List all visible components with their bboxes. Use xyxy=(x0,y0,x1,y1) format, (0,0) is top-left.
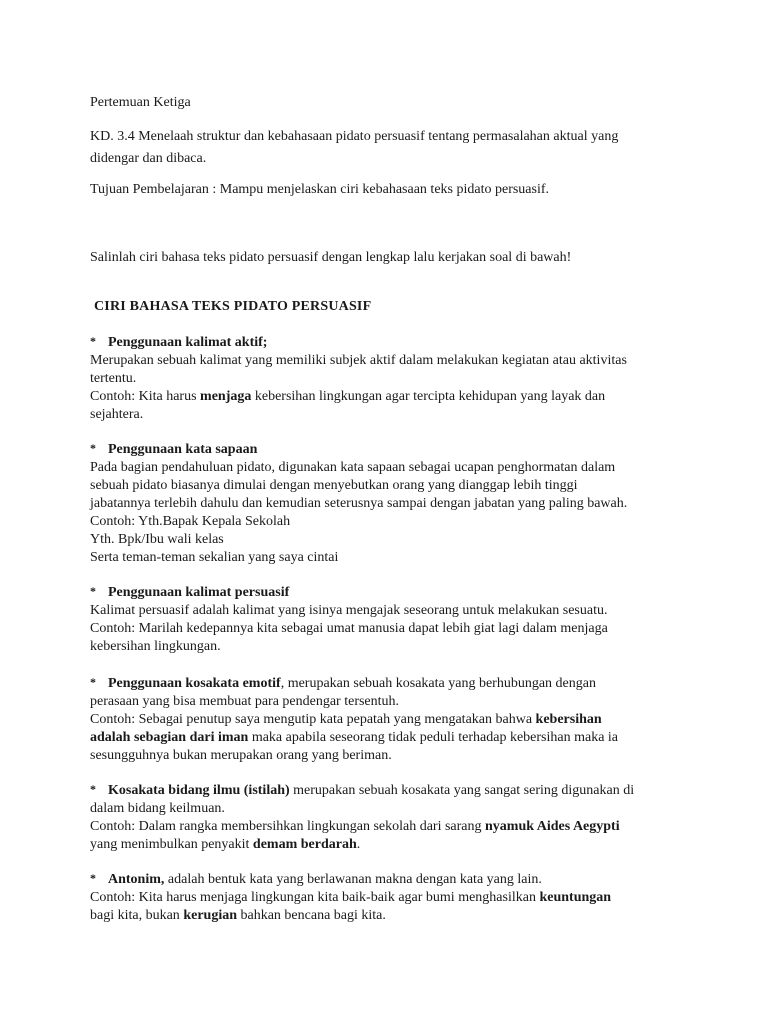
item-1-title: Penggunaan kalimat aktif; xyxy=(108,335,268,350)
item-2-title: Penggunaan kata sapaan xyxy=(108,442,258,457)
bullet-icon: * xyxy=(90,441,96,455)
item-2-example-3: Serta teman-teman sekalian yang saya cintai xyxy=(90,550,339,565)
item-6-title: Antonim, xyxy=(108,872,165,887)
item-4-title: Penggunaan kosakata emotif xyxy=(108,676,281,691)
kd-line-2: didengar dan dibaca. xyxy=(90,151,207,166)
item-2-desc-3: jabatannya terlebih dahulu dan kemudian seterusnya sampai dengan jabatan yang paling bawah. xyxy=(90,496,628,511)
instruction: Salinlah ciri bahasa teks pidato persuasif dengan lengkap lalu kerjakan soal di bawah! xyxy=(90,250,572,265)
item-5-example-1: Contoh: Dalam rangka membersihkan lingkungan sekolah dari sarang nyamuk Aides Aegypti xyxy=(90,819,620,834)
item-3-example-2: kebersihan lingkungan. xyxy=(90,639,221,654)
item-3-desc-1: Kalimat persuasif adalah kalimat yang isinya mengajak seseorang untuk melakukan sesuatu. xyxy=(90,603,608,618)
item-1-desc-1: Merupakan sebuah kalimat yang memiliki subjek aktif dalam melakukan kegiatan atau aktivitas xyxy=(90,353,627,368)
item-2-desc-2: sebuah pidato biasanya dimulai dengan menyebutkan orang yang dianggap lebih tinggi xyxy=(90,478,578,493)
item-4-desc-2: perasaan yang bisa membuat para pendengar tersentuh. xyxy=(90,694,400,709)
item-2-desc-1: Pada bagian pendahuluan pidato, digunakan kata sapaan sebagai ucapan penghormatan dalam xyxy=(90,460,616,475)
bullet-icon: * xyxy=(90,334,96,348)
item-6-title-line: * Antonim, adalah bentuk kata yang berlawanan makna dengan kata yang lain. xyxy=(90,871,542,887)
item-3-title: Penggunaan kalimat persuasif xyxy=(108,585,290,600)
learning-goal: Tujuan Pembelajaran : Mampu menjelaskan ciri kebahasaan teks pidato persuasif. xyxy=(90,182,550,197)
bullet-icon: * xyxy=(90,584,96,598)
item-5-example-2: yang menimbulkan penyakit demam berdarah. xyxy=(90,837,361,852)
item-5-title-line: * Kosakata bidang ilmu (istilah) merupakan sebuah kosakata yang sangat sering digunakan di xyxy=(90,782,635,798)
item-5-title: Kosakata bidang ilmu (istilah) xyxy=(108,783,290,798)
item-4-example-1: Contoh: Sebagai penutup saya mengutip kata pepatah yang mengatakan bahwa kebersihan xyxy=(90,712,602,727)
bullet-icon: * xyxy=(90,675,96,689)
item-4-example-2: adalah sebagian dari iman maka apabila seseorang tidak peduli terhadap kebersihan maka ia xyxy=(90,730,619,745)
bullet-icon: * xyxy=(90,871,96,885)
item-1-desc-2: tertentu. xyxy=(90,371,137,386)
item-3-example-1: Contoh: Marilah kedepannya kita sebagai umat manusia dapat lebih giat lagi dalam menjaga xyxy=(90,621,608,636)
item-3-title-line xyxy=(90,584,289,602)
item-2-example-2: Yth. Bpk/Ibu wali kelas xyxy=(90,532,224,547)
item-4-example-3: sesungguhnya bukan merupakan orang yang beriman. xyxy=(90,748,392,763)
bullet-icon: * xyxy=(90,782,96,796)
item-6-example-1: Contoh: Kita harus menjaga lingkungan kita baik-baik agar bumi menghasilkan keuntungan xyxy=(90,890,612,905)
item-6-example-2: bagi kita, bukan kerugian bahkan bencana bagi kita. xyxy=(90,908,386,923)
item-1-title-line xyxy=(90,334,267,352)
item-2-example-1: Contoh: Yth.Bapak Kepala Sekolah xyxy=(90,514,291,529)
item-1-example-1: Contoh: Kita harus menjaga kebersihan lingkungan agar tercipta kehidupan yang layak dan xyxy=(90,389,606,404)
item-4-title-line: * Penggunaan kosakata emotif, merupakan sebuah kosakata yang berhubungan dengan xyxy=(90,675,596,691)
item-5-desc-2: dalam bidang keilmuan. xyxy=(90,801,225,816)
meeting-title: Pertemuan Ketiga xyxy=(90,95,191,110)
kd-line-1: KD. 3.4 Menelaah struktur dan kebahasaan pidato persuasif tentang permasalahan aktual yang xyxy=(90,129,619,144)
section-heading: CIRI BAHASA TEKS PIDATO PERSUASIF xyxy=(94,299,372,314)
item-2-title-line xyxy=(90,441,257,459)
item-1-example-2: sejahtera. xyxy=(90,407,144,422)
